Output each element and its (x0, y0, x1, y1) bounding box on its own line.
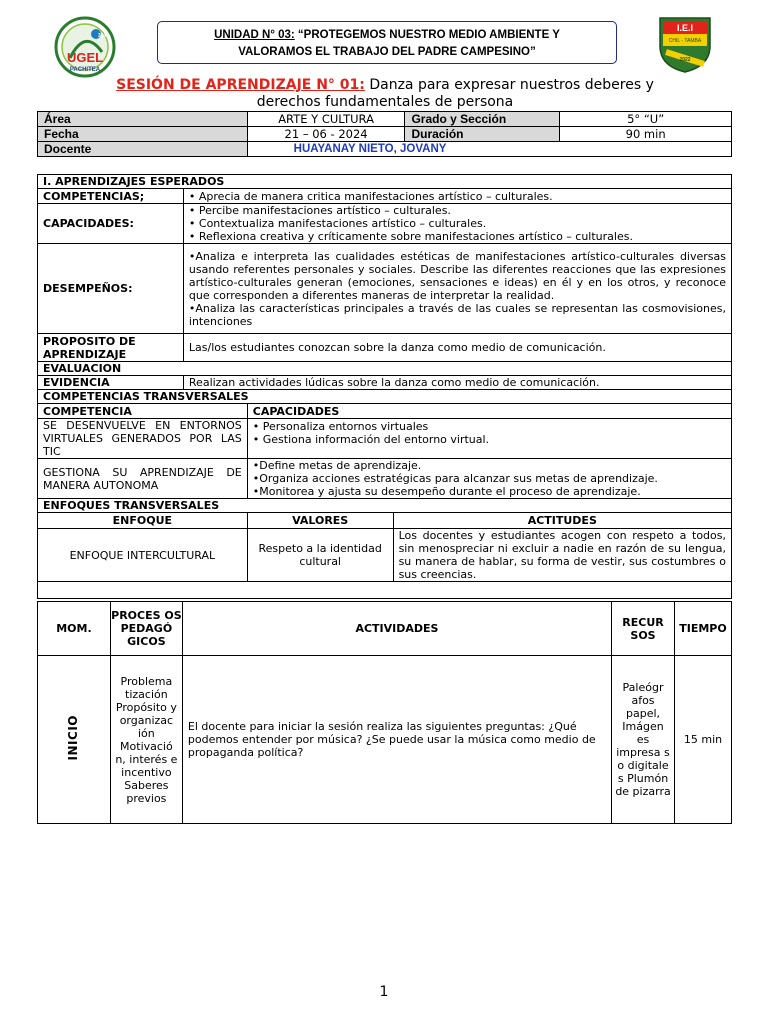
evidencia-row (38, 376, 732, 390)
desempenos-row (38, 244, 732, 334)
info-row-area (38, 112, 732, 127)
recursos-header: RECUR SOS (612, 602, 675, 656)
grade-value: 5° “U” (560, 112, 732, 127)
svg-text:PACHITEA: PACHITEA (69, 67, 101, 73)
session-label: SESIÓN DE APRENDIZAJE N° 01: (116, 77, 365, 93)
blank-cell (38, 582, 732, 599)
grade-label: Grado y Sección (405, 112, 560, 127)
evaluacion-row (38, 362, 732, 376)
area-label: Área (38, 112, 248, 127)
enfoque-value: ENFOQUE INTERCULTURAL (38, 529, 248, 582)
transversales-header-row (38, 404, 732, 419)
session-title (60, 77, 710, 111)
proposito-row (38, 334, 732, 362)
tiempo-header: TIEMPO (675, 602, 732, 656)
procesos-header: PROCES OS PEDAGÓ GICOS (110, 602, 182, 656)
capacidades-label: CAPACIDADES: (38, 204, 184, 244)
valor-value: Respeto a la identidad cultural (247, 529, 393, 582)
capacidad-item: • Contextualiza manifestaciones artístico – culturales. (188, 217, 487, 230)
svg-text:304: 304 (97, 33, 107, 39)
transversal-row-2 (38, 459, 732, 499)
info-row-date (38, 127, 732, 142)
duration-label: Duración (405, 127, 560, 142)
page-number: 1 (379, 984, 389, 1000)
transversal-row-1 (38, 419, 732, 459)
blank-row (38, 582, 732, 599)
transversal-capacidad: •Monitorea y ajusta su desempeño durante el proceso de aprendizaje. (252, 485, 641, 498)
section-title: I. APRENDIZAJES ESPERADOS (38, 175, 732, 189)
unit-lead: UNIDAD N° 03: (214, 29, 295, 41)
unit-rest: “PROTEGEMOS NUESTRO MEDIO AMBIENTE Y (294, 29, 560, 41)
activity-line: ¿Qué podemos entender por música? (187, 720, 577, 746)
unit-title-line2: VALORAMOS EL TRABAJO DEL PADRE CAMPESINO” (238, 46, 536, 58)
competencia-header: COMPETENCIA (38, 404, 248, 419)
evaluacion-label: EVALUACION (38, 362, 732, 376)
transversal-capacidad: • Personaliza entornos virtuales (252, 420, 429, 433)
desempenos-text (183, 244, 731, 334)
moment-label: INICIO (66, 715, 81, 761)
procesos-cell: Problema tización Propósito y organizac ión Motivació n, interés e incentivo Saberes previos (110, 656, 182, 824)
svg-text:I.E.I: I.E.I (676, 23, 694, 33)
actitudes-header: ACTITUDES (393, 513, 731, 529)
transversales-row (38, 390, 732, 404)
proposito-label: PROPOSITO DE APRENDIZAJE (38, 334, 184, 362)
evidencia-label: EVIDENCIA (38, 376, 184, 390)
capacidades-list (183, 204, 731, 244)
competencias-row (38, 189, 732, 204)
actividades-cell (182, 656, 611, 824)
transversal-capacidades (247, 459, 731, 499)
capacidad-item: • Reflexiona creativa y críticamente sobre manifestaciones artístico – culturales. (188, 230, 633, 243)
transversal-capacidades (247, 419, 731, 459)
transversal-capacidad: •Organiza acciones estratégicas para alcanzar sus metas de aprendizaje. (252, 472, 658, 485)
activity-line: ¿Se puede usar la música como medio de propaganda política? (187, 733, 596, 759)
date-label: Fecha (38, 127, 248, 142)
teacher-value (247, 142, 731, 157)
valores-header: VALORES (247, 513, 393, 529)
transversales-label: COMPETENCIAS TRANSVERSALES (38, 390, 732, 404)
enfoques-header-row (38, 513, 732, 529)
session-title-line1 (60, 77, 710, 94)
recursos-cell: Paleógr afos papel, Imágen es impresa s o digitale s Plumón de pizarra (612, 656, 675, 824)
session-text: Danza para expresar nuestros deberes y (364, 77, 654, 93)
capacidades-row (38, 204, 732, 244)
desempeno-item: •Analiza las características principales a través de las cuales se representan las cosmovisiones, intenciones (188, 301, 726, 328)
moment-cell (38, 656, 111, 824)
info-table (37, 111, 732, 157)
enfoques-label: ENFOQUES TRANSVERSALES (38, 499, 732, 513)
ugel-logo (50, 16, 120, 78)
activities-table (37, 601, 732, 824)
svg-text:2022: 2022 (679, 57, 691, 63)
actitud-value: Los docentes y estudiantes acogen con respeto a todos, sin menospreciar ni excluir a nadie en razón de su lengua, su manera de hablar, su forma de vestir, sus costumbres o sus creencias. (393, 529, 731, 582)
duration-value: 90 min (560, 127, 732, 142)
activity-line: El docente para iniciar la sesión realiza las siguientes preguntas: (187, 720, 545, 733)
activity-row-inicio (38, 656, 732, 824)
actividades-header: ACTIVIDADES (182, 602, 611, 656)
info-row-teacher (38, 142, 732, 157)
unit-title-line1 (158, 27, 616, 44)
tiempo-cell: 15 min (675, 656, 732, 824)
mom-header: MOM. (38, 602, 111, 656)
competencias-value: • Aprecia de manera critica manifestaciones artístico – culturales. (183, 189, 731, 204)
section-title-row (38, 175, 732, 189)
svg-text:UGEL: UGEL (66, 50, 104, 65)
unit-title-box (157, 21, 617, 64)
learning-table (37, 174, 732, 599)
capacidad-item: • Percibe manifestaciones artístico – culturales. (188, 204, 451, 217)
activities-header-row (38, 602, 732, 656)
transversal-capacidad: • Gestiona información del entorno virtual. (252, 433, 490, 446)
capacidades-header: CAPACIDADES (247, 404, 731, 419)
session-title-line2: derechos fundamentales de persona (256, 94, 514, 110)
school-crest-logo (654, 12, 716, 74)
enfoques-row (38, 499, 732, 513)
desempeno-item: •Analiza e interpreta las cualidades estéticas de manifestaciones artístico-culturales diversas usando referentes personales y sociales. Describe las diferentes reacciones que las expresiones artístico-culturales generan (emociones, sensaciones e ideas) en él y en los otros, y reconoce que corresponden a diferentes maneras de interpretar la realidad. (188, 249, 726, 302)
teacher-name: HUAYANAY NIETO, JOVANY (293, 142, 447, 155)
transversal-competencia: SE DESENVUELVE EN ENTORNOS VIRTUALES GENERADOS POR LAS TIC (38, 419, 248, 459)
date-value: 21 – 06 - 2024 (247, 127, 405, 142)
enfoque-header: ENFOQUE (38, 513, 248, 529)
enfoque-row (38, 529, 732, 582)
desempenos-label: DESEMPEÑOS: (38, 244, 184, 334)
proposito-value: Las/los estudiantes conozcan sobre la danza como medio de comunicación. (183, 334, 731, 362)
svg-text:CHIL - TAMBA: CHIL - TAMBA (668, 38, 702, 44)
transversal-competencia: GESTIONA SU APRENDIZAJE DE MANERA AUTONOMA (38, 459, 248, 499)
competencias-label: COMPETENCIAS; (38, 189, 184, 204)
teacher-label: Docente (38, 142, 248, 157)
area-value: ARTE Y CULTURA (247, 112, 405, 127)
transversal-capacidad: •Define metas de aprendizaje. (252, 459, 422, 472)
evidencia-value: Realizan actividades lúdicas sobre la danza como medio de comunicación. (183, 376, 731, 390)
